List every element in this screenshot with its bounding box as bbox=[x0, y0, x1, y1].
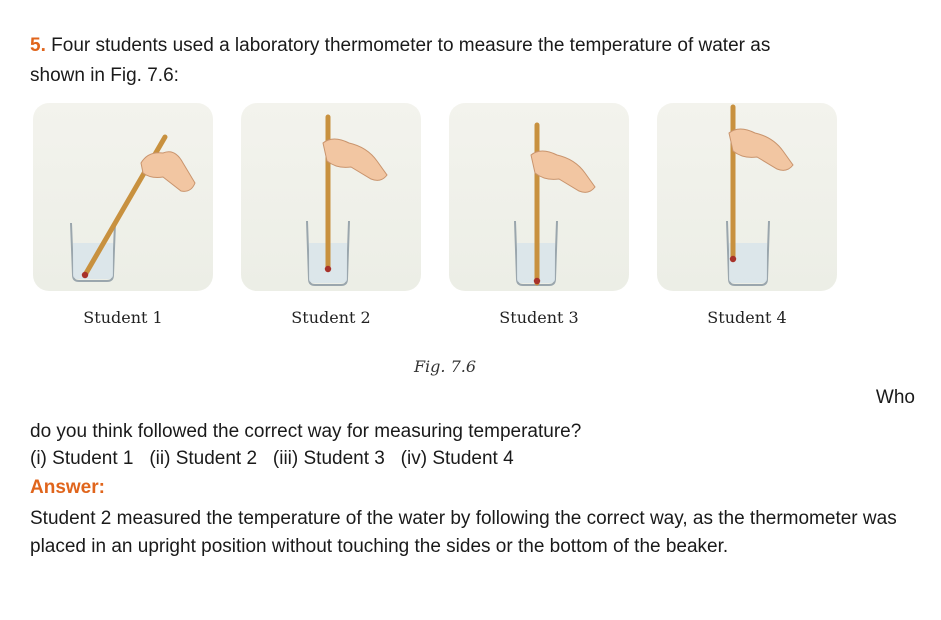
caption-student-4: Student 4 bbox=[707, 308, 787, 327]
answer-label: Answer: bbox=[30, 477, 105, 498]
question-text-3: do you think followed the correct way for measuring temperature? bbox=[30, 421, 582, 442]
student-2-illustration bbox=[241, 103, 421, 291]
question-number: 5. bbox=[30, 35, 46, 56]
question-options: (i) Student 1 (ii) Student 2 (iii) Student 3 (iv) Student 4 bbox=[30, 448, 514, 469]
student-4-illustration bbox=[657, 103, 837, 291]
figure-panel-student-2 bbox=[241, 103, 421, 291]
figure-panel-student-1 bbox=[33, 103, 213, 291]
answer-text: Student 2 measured the temperature of the water by following the correct way, as the thermometer was placed in an upright position without touching the sides or the bottom of the beaker. bbox=[30, 508, 897, 557]
question-who: Who bbox=[875, 387, 915, 408]
question-text-2: shown in Fig. 7.6: bbox=[30, 65, 179, 86]
caption-student-2: Student 2 bbox=[291, 308, 371, 327]
student-3-illustration bbox=[449, 103, 629, 291]
figure-label: Fig. 7.6 bbox=[413, 357, 477, 376]
caption-student-1: Student 1 bbox=[83, 308, 163, 327]
question-text-1: Four students used a laboratory thermometer to measure the temperature of water as bbox=[51, 35, 771, 56]
student-1-illustration bbox=[33, 103, 213, 291]
caption-student-3: Student 3 bbox=[499, 308, 579, 327]
question-line-1 bbox=[30, 34, 770, 58]
figure-panel-student-3 bbox=[449, 103, 629, 291]
figure-panel-student-4 bbox=[657, 103, 837, 291]
